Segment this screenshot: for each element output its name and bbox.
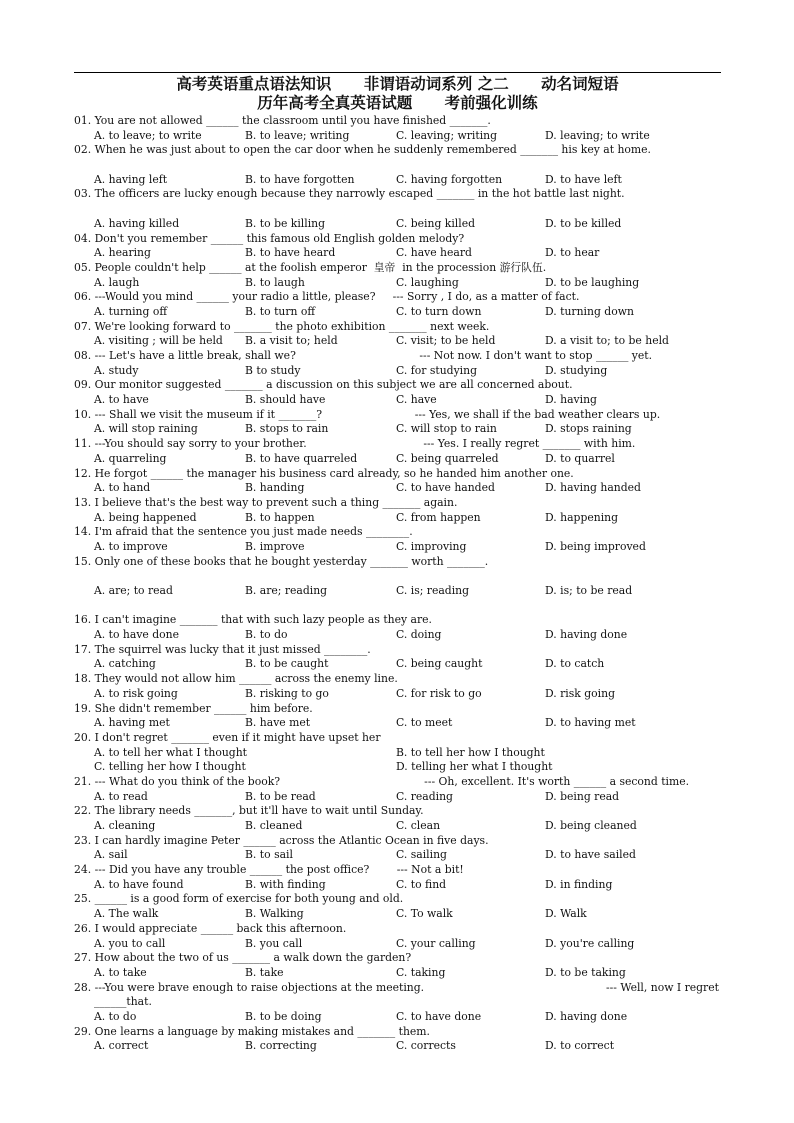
question-stem: 08. --- Let's have a little break, shall we? --- Not now. I don't want to stop ______ yet. [74, 349, 653, 362]
option-b: B. correcting [245, 1039, 317, 1053]
question-stem: 04. Don't you remember ______ this famous old English golden melody? [74, 231, 465, 245]
option-c: C. being killed [396, 216, 475, 230]
options-row [74, 907, 724, 922]
question-item [74, 863, 724, 892]
option-a: A. to hand [94, 481, 151, 495]
question-item [74, 232, 724, 261]
option-c: C. will stop to rain [396, 422, 497, 436]
question-stem: 11. ---You should say sorry to your brother. --- Yes. I really regret _______ with him. [74, 437, 636, 451]
option-d: D. happening [545, 510, 619, 524]
question-item [74, 702, 724, 731]
option-c: C. visit; to be held [396, 334, 496, 348]
option-c: C. having forgotten [396, 172, 503, 186]
option-c: C. laughing [396, 275, 459, 289]
option-b: B. to happen [245, 510, 315, 524]
question-stem: 15. Only one of these books that he bought yesterday _______ worth _______. [74, 554, 489, 568]
option-d: D. studying [545, 363, 608, 377]
option-b: B. should have [245, 393, 326, 407]
option-a: A. to improve [94, 539, 168, 553]
question-stem: 19. She didn't remember ______ him before. [74, 701, 313, 715]
option-d: D. you're calling [545, 936, 635, 950]
option-d: D. to be taking [545, 965, 626, 979]
option-d: D. having done [545, 628, 628, 642]
option-c: C. To walk [396, 907, 453, 921]
options-row [74, 716, 724, 731]
options-row [74, 452, 724, 467]
option-d: D. telling her what I thought [396, 760, 553, 774]
option-b: B. Walking [245, 907, 304, 921]
option-a: A. to do [94, 1009, 137, 1023]
option-d: D. to hear [545, 246, 600, 260]
question-item [74, 496, 724, 525]
question-item [74, 672, 724, 701]
option-a: A. catching [94, 657, 156, 671]
option-c: C. doing [396, 628, 442, 642]
option-a: A. sail [94, 848, 128, 862]
option-a: A. to have found [94, 877, 184, 891]
option-b: B. to do [245, 628, 288, 642]
options-row [74, 848, 724, 863]
question-item [74, 643, 724, 672]
option-d: D. to be killed [545, 216, 622, 230]
option-b: B. to be doing [245, 1009, 322, 1023]
option-d: D. having done [545, 1009, 628, 1023]
options-row [74, 511, 724, 526]
options-row [74, 276, 724, 291]
question-item [74, 320, 724, 349]
question-stem: 28. ---You were brave enough to raise objections at the meeting. --- Well, now I regret [74, 980, 719, 994]
option-c: C. telling her how I thought [94, 760, 246, 774]
options-row [74, 790, 724, 805]
question-stem: 03. The officers are lucky enough because they narrowly escaped _______ in the hot battle last night. [74, 187, 625, 201]
page-title: 高考英语重点语法知识 非谓语动词系列 之二 动名词短语 [176, 75, 619, 93]
option-a: A. having killed [94, 216, 180, 230]
option-a: A. study [94, 363, 139, 377]
option-c: C. corrects [396, 1039, 456, 1053]
question-stem: 13. I believe that's the best way to prevent such a thing _______ again. [74, 495, 458, 509]
option-b: B. cleaned [245, 819, 303, 832]
option-b: B. a visit to; held [245, 334, 338, 348]
question-list [74, 114, 724, 1054]
page-subtitle: 历年高考全真英语试题 考前强化训练 [257, 94, 538, 112]
question-stem: 20. I don't regret _______ even if it might have upset her [74, 730, 381, 744]
option-c: C. clean [396, 819, 441, 832]
options-row [74, 393, 724, 408]
question-item [74, 290, 724, 319]
options-row [74, 628, 724, 643]
options-row [74, 878, 724, 893]
options-row [74, 173, 724, 188]
option-a: A. cleaning [94, 819, 156, 832]
option-a: A. being happened [94, 510, 197, 524]
option-b: B. to laugh [245, 275, 305, 289]
option-c: C. to meet [396, 716, 453, 730]
option-c: C. have heard [396, 246, 472, 260]
option-a: A. to have done [94, 628, 179, 642]
option-c: C. sailing [396, 848, 447, 862]
question-item [74, 467, 724, 496]
question-stem: 17. The squirrel was lucky that it just missed ________. [74, 642, 371, 656]
option-a: A. quarreling [94, 451, 167, 465]
spacer [74, 569, 724, 584]
option-b: B. to have heard [245, 246, 336, 260]
question-stem: 07. We're looking forward to _______ the photo exhibition _______ next week. [74, 319, 490, 333]
question-item [74, 613, 724, 642]
option-c: C. being quarreled [396, 451, 499, 465]
question-stem: 12. He forgot ______ the manager his business card already, so he handed him another one. [74, 466, 574, 480]
option-c: C. your calling [396, 936, 476, 950]
option-d: D. to have left [545, 172, 622, 186]
option-d: D. in finding [545, 877, 613, 891]
option-a: A. to leave; to write [94, 128, 202, 142]
option-c: C. to have handed [396, 481, 495, 495]
option-c: C. being caught [396, 657, 483, 671]
question-stem: 10. --- Shall we visit the museum if it _______? --- Yes, we shall if the bad weather clears up. [74, 407, 661, 421]
question-stem: 27. How about the two of us _______ a walk down the garden? [74, 951, 412, 965]
option-c: C. improving [396, 539, 467, 553]
option-a: A. to have [94, 393, 149, 407]
option-a: A. to take [94, 965, 147, 979]
question-item [74, 892, 724, 921]
option-c: C. from happen [396, 510, 481, 524]
option-b: B. have met [245, 716, 311, 730]
question-item [74, 555, 724, 599]
option-d: D. to catch [545, 657, 605, 671]
options-row [74, 305, 724, 320]
question-stem: 18. They would not allow him ______ across the enemy line. [74, 672, 398, 686]
question-stem: 29. One learns a language by making mistakes and _______ them. [74, 1024, 430, 1038]
option-a: A. turning off [94, 304, 167, 318]
option-d: D. to correct [545, 1039, 615, 1053]
question-stem: 14. I'm afraid that the sentence you just made needs ________. [74, 525, 413, 539]
option-b: B. are; reading [245, 584, 328, 597]
option-c: C. leaving; writing [396, 128, 498, 142]
spacer [74, 599, 724, 614]
option-c: C. have [396, 393, 437, 407]
option-d: D. risk going [545, 686, 615, 700]
option-b: B. to turn off [245, 304, 316, 318]
question-stem: 25. ______ is a good form of exercise for both young and old. [74, 892, 404, 906]
options-row [74, 657, 724, 672]
question-item [74, 187, 724, 231]
question-stem: 01. You are not allowed ______ the classroom until you have finished _______. [74, 114, 491, 127]
question-stem: 09. Our monitor suggested _______ a discussion on this subject we are all concerned about. [74, 378, 573, 392]
question-stem: 16. I can't imagine _______ that with such lazy people as they are. [74, 613, 432, 627]
question-stem: 06. ---Would you mind ______ your radio a little, please? --- Sorry , I do, as a matter of fact. [74, 290, 580, 304]
options-row [74, 422, 724, 437]
options-row [74, 364, 724, 379]
spacer [74, 202, 724, 217]
options-row [74, 937, 724, 952]
option-b: B. to sail [245, 848, 293, 862]
option-d: D. is; to be read [545, 584, 633, 597]
option-d: D. to quarrel [545, 451, 615, 465]
option-a: A. The walk [94, 907, 159, 921]
question-item [74, 408, 724, 437]
option-b: B. handing [245, 481, 305, 495]
option-d: D. to have sailed [545, 848, 636, 862]
option-b: B. stops to rain [245, 422, 329, 436]
option-b: B. to be read [245, 789, 316, 803]
option-a: A. hearing [94, 246, 151, 260]
spacer [74, 158, 724, 173]
option-c: C. for studying [396, 363, 477, 377]
option-b: B. to leave; writing [245, 128, 350, 142]
question-stem: 24. --- Did you have any trouble ______ the post office? --- Not a bit! [74, 863, 464, 877]
option-a: A. to risk going [94, 686, 178, 700]
option-c: C. is; reading [396, 584, 470, 597]
options-row [74, 819, 724, 834]
option-b: B. to have quarreled [245, 451, 358, 465]
option-c: C. reading [396, 789, 453, 803]
option-d: D. being improved [545, 539, 646, 553]
option-a: A. will stop raining [94, 422, 198, 436]
question-item [74, 834, 724, 863]
option-b: B. take [245, 965, 284, 979]
options-row [74, 1010, 724, 1025]
question-item [74, 804, 724, 833]
options-row [74, 246, 724, 261]
question-item [74, 349, 724, 378]
question-item [74, 114, 724, 143]
option-a: A. to tell her what I thought [94, 745, 247, 759]
option-b: B. risking to go [245, 686, 329, 700]
option-a: A. having met [94, 716, 170, 730]
options-row [74, 129, 724, 144]
question-stem-continued: ______that. [94, 995, 152, 1009]
option-c: C. for risk to go [396, 686, 482, 700]
question-item [74, 261, 724, 290]
option-d: D. stops raining [545, 422, 632, 436]
options-row [74, 1039, 724, 1054]
option-a: A. you to call [94, 936, 166, 950]
question-item [74, 437, 724, 466]
option-c: C. to find [396, 877, 447, 891]
question-stem: 02. When he was just about to open the car door when he suddenly remembered _______ his key at home. [74, 143, 651, 157]
question-item [74, 922, 724, 951]
option-a: A. having left [94, 172, 168, 186]
option-b: B. with finding [245, 877, 326, 891]
options-row [74, 217, 724, 232]
question-item [74, 143, 724, 187]
option-d: D. to be laughing [545, 275, 640, 289]
question-stem: 22. The library needs _______, but it'll have to wait until Sunday. [74, 804, 424, 818]
option-c: C. to turn down [396, 304, 482, 318]
option-d: D. having handed [545, 481, 641, 495]
question-stem: 23. I can hardly imagine Peter ______ across the Atlantic Ocean in five days. [74, 833, 489, 847]
question-item [74, 731, 724, 775]
options-row [74, 760, 724, 775]
question-item [74, 775, 724, 804]
option-c: C. to have done [396, 1009, 482, 1023]
question-stem: 26. I would appreciate ______ back this afternoon. [74, 921, 347, 935]
options-row [74, 746, 724, 761]
question-item [74, 378, 724, 407]
question-item [74, 981, 724, 1025]
question-item [74, 951, 724, 980]
option-d: D. a visit to; to be held [545, 334, 669, 348]
option-c: C. taking [396, 965, 446, 979]
header-rule [74, 72, 721, 73]
option-b: B. to be caught [245, 657, 329, 671]
question-item [74, 1025, 724, 1054]
option-d: D. having [545, 393, 597, 407]
option-d: D. to having met [545, 716, 636, 730]
options-row [74, 966, 724, 981]
question-stem: 21. --- What do you think of the book? --- Oh, excellent. It's worth ______ a second time. [74, 774, 690, 788]
option-b: B. to tell her how I thought [396, 745, 545, 759]
option-d: D. being cleaned [545, 819, 637, 832]
option-d: D. turning down [545, 304, 634, 318]
options-row [74, 481, 724, 496]
option-a: A. correct [94, 1039, 149, 1053]
option-a: A. visiting ; will be held [94, 334, 223, 348]
option-a: A. are; to read [94, 584, 173, 597]
options-row [74, 540, 724, 555]
option-a: A. to read [94, 789, 148, 803]
option-b: B to study [245, 363, 301, 377]
option-d: D. Walk [545, 907, 587, 921]
options-row [74, 334, 724, 349]
option-a: A. laugh [94, 275, 140, 289]
option-d: D. leaving; to write [545, 128, 650, 142]
option-d: D. being read [545, 789, 620, 803]
option-b: B. improve [245, 539, 305, 553]
question-stem: 05. People couldn't help ______ at the foolish emperor 皇帝 in the procession 游行队伍. [74, 260, 547, 274]
question-item [74, 525, 724, 554]
options-row [74, 584, 724, 599]
options-row [74, 687, 724, 702]
option-b: B. you call [245, 936, 303, 950]
option-b: B. to be killing [245, 216, 326, 230]
option-b: B. to have forgotten [245, 172, 355, 186]
